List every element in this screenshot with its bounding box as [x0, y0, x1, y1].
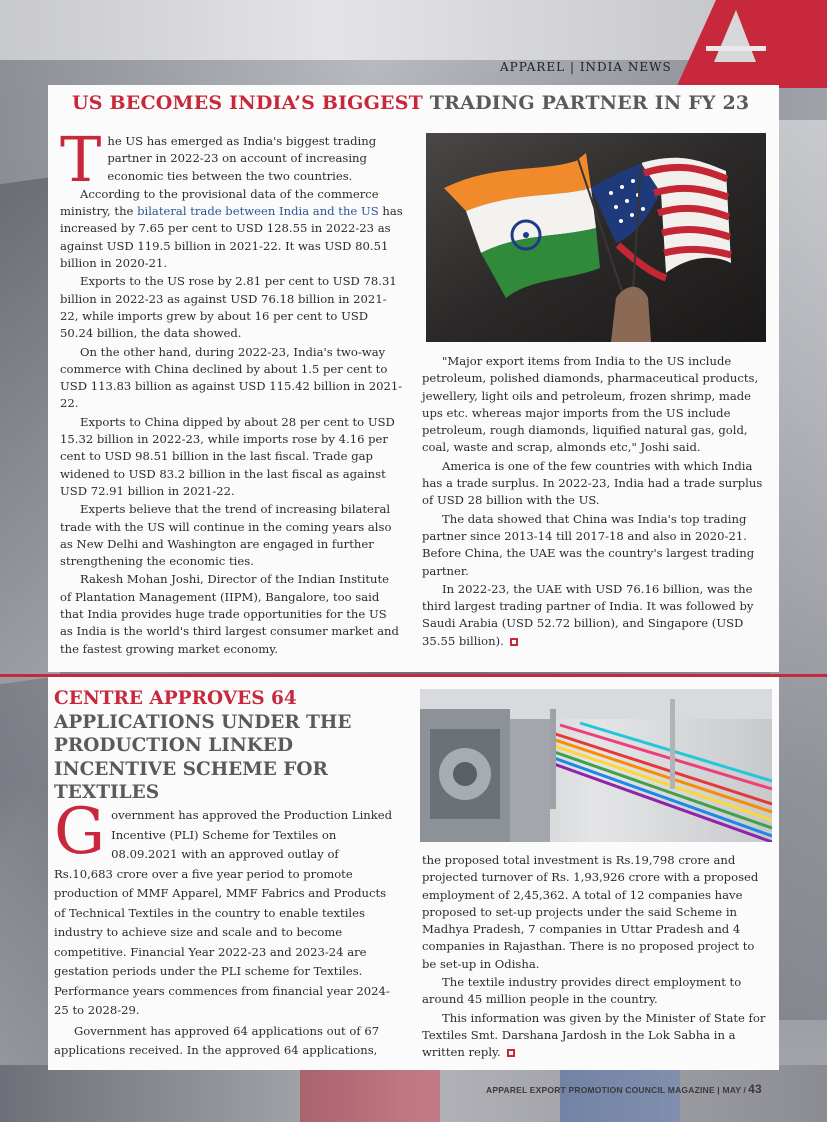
- page-footer: [486, 1082, 762, 1096]
- article-paragraph: Government has approved the Production Linked Incentive (PLI) Scheme for Textiles on 08.09.2021 with an approved outlay of Rs.10,683 crore over a five year period to promote production of MMF Apparel, MMF Fabrics and Products of Technical Textiles in the country to enable textiles industry to achieve size and scale and to become competitive. Financial Year 2022-23 and 2023-24 are gestation periods under the PLI scheme for Textiles. Performance years commences from financial year 2024-25 to 2028-29.: [54, 795, 393, 1017]
- article-paragraph: Rakesh Mohan Joshi, Director of the Indian Institute of Plantation Management (IIPM), Bangalore, too said that India provides huge trade opportunities for the US as India is the world's third largest consumer market and the fastest growing market economy.: [60, 572, 399, 656]
- article-paragraph: Exports to China dipped by about 28 per cent to USD 15.32 billion in 2022-23, while imports rose by 4.16 per cent to USD 98.51 billion in the last fiscal. Trade gap widened to USD 83.2 billion in the last fiscal as against USD 72.91 billion in 2021-22.: [60, 414, 395, 498]
- drop-cap: G: [54, 795, 106, 869]
- article-paragraph: "Major export items from India to the US include petroleum, polished diamonds, pharmaceutical products, jewellery, light oils and petroleum, frozen shrimp, made ups etc. whereas major imports from the US include petroleum, rough diamonds, liquified natural gas, gold, coal, waste and scrap, almonds etc," Joshi said.: [422, 354, 759, 455]
- article-paragraph: This information was given by the Minister of State for Textiles Smt. Darshana Jardosh in the Lok Sabha in a written reply.: [422, 1010, 766, 1060]
- headline-red-part: CENTRE APPROVES 64: [54, 688, 297, 709]
- article-headline: [72, 92, 772, 114]
- textile-looms-photo: [420, 689, 772, 842]
- article-paragraph: The textile industry provides direct employment to around 45 million people in the country.: [422, 975, 742, 1007]
- headline-gray-part: APPLICATIONS UNDER THE PRODUCTION LINKED INCENTIVE SCHEME FOR TEXTILES: [54, 711, 352, 803]
- article-link[interactable]: bilateral trade between India and the US: [137, 204, 379, 219]
- section-tag: APPAREL | INDIA NEWS: [500, 60, 672, 74]
- article-paragraph: Exports to the US rose by 2.81 per cent to USD 78.31 billion in 2022-23 as against USD 76.18 billion in 2021-22, while imports grew by about 16 per cent to USD 50.24 billion, the data showed.: [60, 274, 397, 341]
- article-column-right: [422, 852, 772, 1063]
- end-of-article-icon: [510, 638, 518, 646]
- article-headline: [54, 687, 394, 805]
- article-paragraph: According to the provisional data of the commerce ministry, the bilateral trade between India and the US has increased by 7.65 per cent to USD 128.55 in 2022-23 as against USD 119.5 billion in 2021-22. It was USD 80.51 billion in 2020-21.: [60, 186, 403, 271]
- headline-gray-part: TRADING PARTNER IN FY 23: [429, 92, 750, 114]
- article-paragraph: Government has approved 64 applications out of 67 applications received. In the approved 64 applications,: [54, 1023, 380, 1057]
- article-paragraph: the proposed total investment is Rs.19,798 crore and projected turnover of Rs. 1,93,926 crore with a proposed employment of 2,45,362. A total of 12 companies have proposed to set-up projects under the said Scheme in Madhya Pradesh, 7 companies in Uttar Pradesh and 4 companies in Rajasthan. There is no proposed project to be set-up in Odisha.: [422, 853, 759, 971]
- article-paragraph: In 2022-23, the UAE with USD 76.16 billion, was the third largest trading partner of India. It was followed by Saudi Arabia (USD 52.72 billion), and Singapore (USD 35.55 billion).: [422, 581, 754, 648]
- article-column-left: [60, 123, 403, 659]
- drop-cap: T: [60, 123, 102, 196]
- page-number: 43: [748, 1082, 762, 1096]
- magazine-logo-a: [676, 0, 827, 88]
- india-us-flags-photo: [426, 133, 766, 342]
- background-stripe: [300, 1070, 440, 1122]
- article-paragraph: On the other hand, during 2022-23, India's two-way commerce with China declined by about 1.5 per cent to USD 113.83 billion as against USD 115.42 billion in 2021-22.: [60, 344, 403, 411]
- article-column-right: [422, 353, 768, 651]
- article-paragraph: The data showed that China was India's top trading partner since 2013-14 till 2017-18 and also in 2020-21. Before China, the UAE was the country's largest trading partner.: [422, 511, 755, 578]
- end-of-article-icon: [507, 1049, 515, 1057]
- headline-red-part: US BECOMES INDIA’S BIGGEST: [72, 92, 423, 114]
- footer-publication: APPAREL EXPORT PROMOTION COUNCIL MAGAZINE | MAY /: [486, 1085, 747, 1095]
- article-column-left: [54, 795, 400, 1062]
- article-paragraph: America is one of the few countries with which India has a trade surplus. In 2022-23, India had a trade surplus of USD 28 billion with the US.: [422, 458, 763, 508]
- article-paragraph: Experts believe that the trend of increasing bilateral trade with the US will continue in the coming years also as New Delhi and Washington are engaged in further strengthening the economic ties.: [60, 502, 392, 569]
- article-paragraph: The US has emerged as India's biggest trading partner in 2022-23 on account of increasing economic ties between the two countries.: [60, 123, 377, 196]
